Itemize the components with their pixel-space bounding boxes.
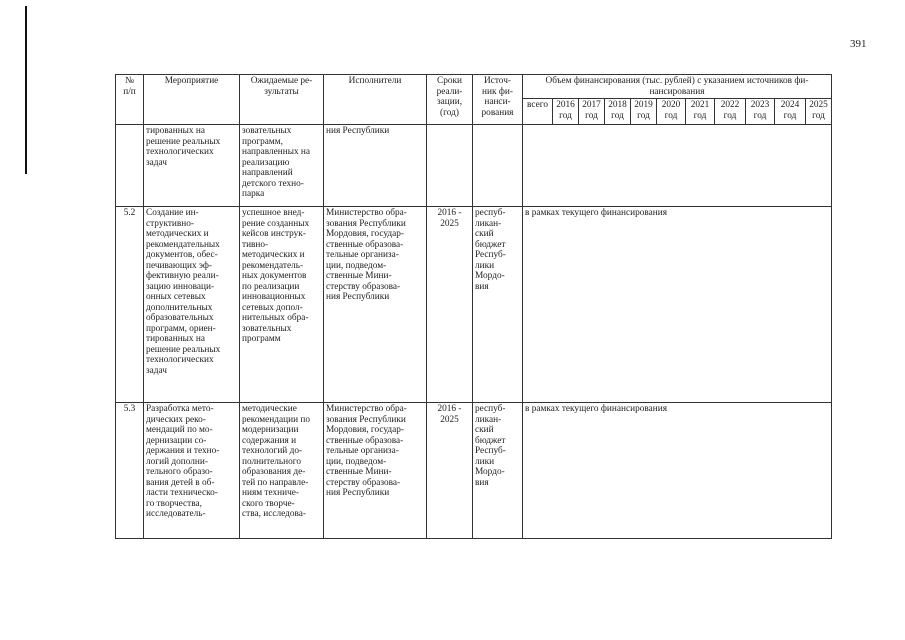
header-executors: Исполнители	[324, 75, 427, 125]
header-terms: Сроки реали- зации, (год)	[427, 75, 473, 125]
header-number: № п/п	[116, 75, 144, 125]
header-year: 2020 год	[657, 99, 686, 125]
row-expected-results: методические рекомендации по модернизации содержания и технологий до- полнительного образования де- тей по направле- ниям техниче- ского творче- ства, исследова-	[240, 403, 324, 539]
header-year: 2017 год	[579, 99, 605, 125]
header-year: 2016 год	[553, 99, 579, 125]
row-funding-source	[473, 125, 523, 207]
header-year: 2019 год	[631, 99, 657, 125]
row-financing: в рамках текущего финансирования	[523, 207, 832, 403]
row-funding-source: респуб- ликан- ский бюджет Респуб- лики Мордо- вия	[473, 403, 523, 539]
table-row	[116, 403, 832, 539]
row-measure: тированных на решение реальных технологических задач	[144, 125, 240, 207]
header-year: 2023 год	[746, 99, 775, 125]
row-expected-results: успешное внед- рение созданных кейсов инструк- тивно- методических и рекомендатель- ных документов по реализации инновационных сетевых допол- нительных обра- зовательных программ	[240, 207, 324, 403]
header-year: 2025 год	[806, 99, 832, 125]
header-year: 2018 год	[605, 99, 631, 125]
header-year: 2021 год	[686, 99, 715, 125]
table-row	[116, 125, 832, 207]
row-funding-source: респуб- ликан- ский бюджет Респуб- лики Мордо- вия	[473, 207, 523, 403]
program-table	[115, 74, 832, 539]
header-expected-results: Ожидаемые ре- зультаты	[240, 75, 324, 125]
header-year: 2022 год	[715, 99, 746, 125]
header-measure: Мероприятие	[144, 75, 240, 125]
left-margin-rule	[25, 6, 27, 174]
page-number: 391	[850, 38, 867, 50]
row-terms: 2016 - 2025	[427, 403, 473, 539]
header-financing-volume: Объем финансирования (тыс. рублей) с указанием источников фи- нансирования	[523, 75, 832, 99]
row-expected-results: зовательных программ, направленных на реализацию направлений детского техно- парка	[240, 125, 324, 207]
row-number: 5.3	[116, 403, 144, 539]
row-measure: Разработка мето- дических реко- мендаций по мо- дернизации со- держания и техно- логий дополни- тельного образо- вания детей в об- ласти техническо- го творчества, исследователь-	[144, 403, 240, 539]
row-terms: 2016 - 2025	[427, 207, 473, 403]
row-executors: Министерство обра- зования Республики Мордовия, государ- ственные образова- тельные организа- ции, подведом- ственные Мини- стерству образова- ния Республики	[324, 403, 427, 539]
row-executors: Министерство обра- зования Республики Мордовия, государ- ственные образова- тельные организа- ции, подведом- ственные Мини- стерству образова- ния Республики	[324, 207, 427, 403]
row-financing: в рамках текущего финансирования	[523, 403, 832, 539]
row-measure: Создание ин- структивно- методических и рекомендательных документов, обес- печивающих эф- фективную реали- зацию инноваци- онных сетевых дополнительных образовательных программ, ориен- тированных на решение реальных технологических задач	[144, 207, 240, 403]
header-year: 2024 год	[775, 99, 806, 125]
row-number	[116, 125, 144, 207]
header-funding-source: Источ- ник фи- нанси- рования	[473, 75, 523, 125]
row-terms	[427, 125, 473, 207]
row-number: 5.2	[116, 207, 144, 403]
row-executors: ния Республики	[324, 125, 427, 207]
row-financing	[523, 125, 832, 207]
table-row	[116, 207, 832, 403]
header-total: всего	[523, 99, 553, 125]
